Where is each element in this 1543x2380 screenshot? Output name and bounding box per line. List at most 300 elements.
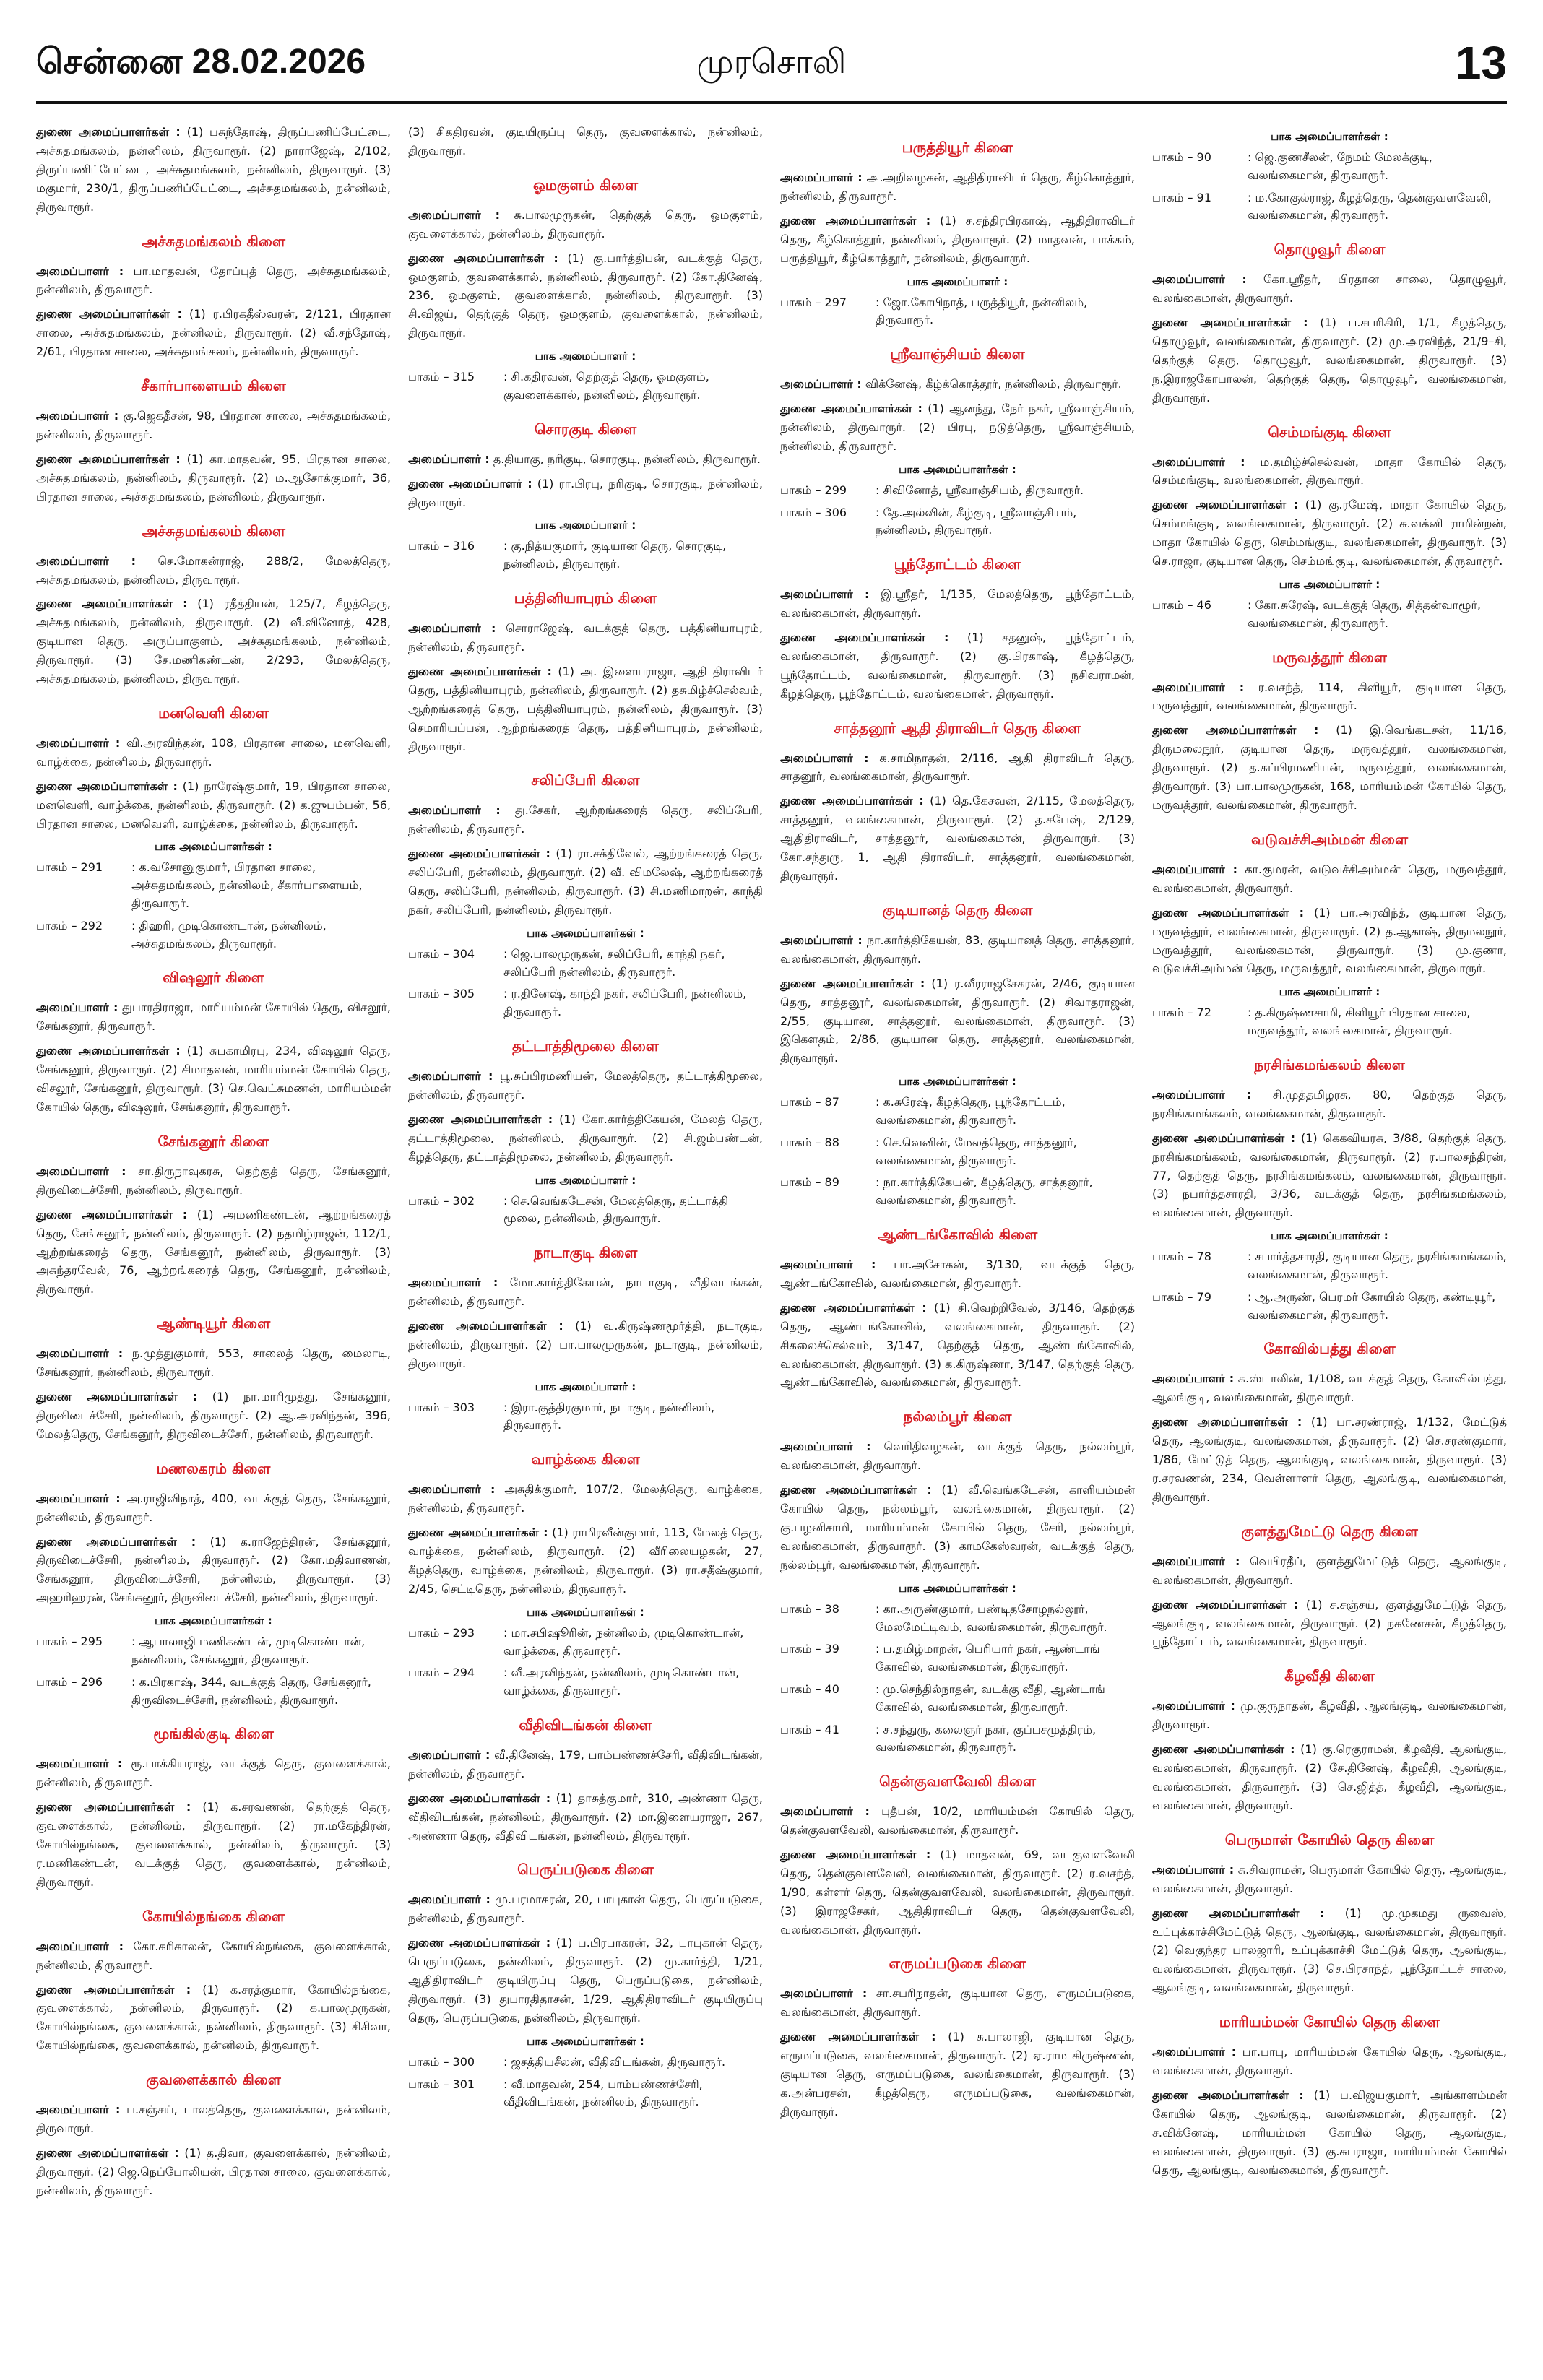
branch-title: நரசிங்கமங்கலம் கிளை — [1254, 1055, 1405, 1073]
role-label: துணை அமைப்பாளர்கள் : — [408, 251, 558, 265]
officer-entry — [780, 628, 1135, 704]
officer-details: சொராஜேஷ், வடக்குத் தெரு, பத்தினியாபுரம், நன்னிலம், திருவாரூர். — [408, 621, 763, 654]
officer-entry — [408, 1480, 763, 1518]
role-label: அமைப்பாளர் : — [780, 170, 863, 184]
officer-entry — [36, 1754, 391, 1792]
officer-entry — [36, 407, 391, 444]
booth-organizer: : ஜோ.கோபிநாத், பருத்தியூர், நன்னிலம், திருவாரூர். — [876, 295, 1088, 327]
role-label: துணை அமைப்பாளர்கள் : — [36, 1044, 181, 1058]
booth-number: பாகம் – 46 — [1152, 597, 1211, 612]
officer-details: சி.முத்தமிழரசு, 80, தெற்குத் தெரு, நரசிங்கமங்கலம், வலங்கைமான், திருவாரூர். — [1152, 1087, 1507, 1120]
booth-row — [1152, 1289, 1507, 1325]
officer-entry — [408, 1273, 763, 1311]
role-label: துணை அமைப்பாளர்கள் : — [36, 1800, 191, 1814]
officer-details: ந.முத்துகுமார், 553, சாலைத் தெரு, மைலாடி, சேங்கனூர், நன்னிலம், திருவாரூர். — [36, 1346, 391, 1380]
branch-section — [408, 176, 763, 404]
role-label: அமைப்பாளர் : — [1152, 2045, 1237, 2059]
officer-details: இ.ஸ்ரீதர், 1/135, மேலத்தெரு, பூந்தோட்டம், வலங்கைமான், திருவாரூர். — [780, 587, 1135, 620]
officer-details: (1) க.ராஜேந்திரன், சேங்கனூர், திருவிடைச்சேரி, நன்னிலம், திருவாரூர். (2) கோ.மதிவாணன், சேங்கனூர், திருவிடைச்சேரி, நன்னிலம், திருவாரூர். (3) அஹரிஹரன், சேங்கனூர், திருவிடைச்சேரி, நன்னிலம், திருவாரூர். — [36, 1534, 391, 1605]
branch-section — [1152, 1056, 1507, 1325]
booth-organizer: : ஜசத்தியசீலன், வீதிவிடங்கன், திருவாரூர். — [503, 2054, 726, 2069]
officer-details: பூ.சுப்பிரமணியன், மேலத்தெரு, தட்டாத்திமூலை, நன்னிலம், திருவாரூர். — [408, 1069, 763, 1102]
branch-title: சேங்கனூர் கிளை — [157, 1132, 269, 1150]
role-label: அமைப்பாளர் : — [1152, 272, 1247, 287]
officer-details: சு.பாலமுருகன், தெற்குத் தெரு, ஓமகுளம், குவளைக்கால், நன்னிலம், திருவாரூர். — [408, 207, 763, 241]
officer-details: (1) வ.கிருஷ்ணமூர்த்தி, நடாகுடி, நன்னிலம், திருவாரூர். (2) பா.பாலமுருகன், நடாகுடி, நன்னிலம், திருவாரூர். — [408, 1318, 763, 1370]
branch-title: அச்சுதமங்கலம் கிளை — [142, 232, 285, 250]
branch-section — [36, 377, 391, 506]
column-2 — [408, 123, 763, 2351]
role-label: துணை அமைப்பாளர்கள் : — [780, 630, 949, 644]
role-label: துணை அமைப்பாளர்கள் : — [1152, 905, 1305, 919]
booth-row — [780, 1094, 1135, 1130]
role-label: துணை அமைப்பாளர்கள் : — [36, 1982, 191, 1996]
booth-row — [1152, 189, 1507, 225]
role-label: துணை அமைப்பாளர்கள் : — [780, 794, 924, 808]
role-label: துணை அமைப்பாளர்கள் : — [408, 1112, 553, 1126]
booth-row — [408, 537, 763, 574]
officer-details: (1) தாசுத்குமார், 310, அண்ணா தெரு, வீதிவிடங்கன், நன்னிலம், திருவாரூர். (2) மா.இளையராஜா, 267, அண்ணா தெரு, வீதிவிடங்கன், நன்னிலம், திருவாரூர். — [408, 1791, 763, 1843]
officer-details: (1) ஆனந்து, நேர் நகர், ஸ்ரீவாஞ்சியம், நன்னிலம், திருவாரூர். (2) பிரபு, நடுத்தெரு, ஸ்ரீவாஞ்சியம், நன்னிலம், திருவாரூர். — [780, 402, 1135, 453]
column-1 — [36, 123, 391, 2351]
branch-title: ஓமகுளம் கிளை — [533, 176, 638, 194]
booth-row — [36, 1674, 391, 1710]
officer-details: அசுதிக்குமார், 107/2, மேலத்தெரு, வாழ்க்கை, நன்னிலம், திருவாரூர். — [408, 1482, 763, 1515]
role-label: அமைப்பாளர் : — [1152, 680, 1245, 694]
officer-entry — [1152, 1740, 1507, 1815]
branch-section — [36, 2071, 391, 2200]
branch-title: கோவில்பத்து கிளை — [1263, 1340, 1396, 1358]
officer-details: சு.சிவராமன், பெருமாள் கோயில் தெரு, ஆலங்குடி, வலங்கைமான், திருவாரூர். — [1152, 1862, 1507, 1895]
officer-entry — [1152, 1596, 1507, 1652]
role-label: துணை அமைப்பாளர்கள் : — [780, 1847, 931, 1861]
officer-entry — [780, 749, 1135, 787]
officer-details: (1) ப.சபரிகிரி, 1/1, கீழத்தெரு, தொழுவூர், வலங்கைமான், திருவாரூர். (2) மு.அரவிந்த், 21/9–சி, தெற்குத் தெரு, தொழுவூர், வலங்கைமான், திருவாரூர். (3) ந.இராஜகோபாலன், தெற்குத் தெரு, தொழுவூர், வலங்கைமான், திருவாரூர். — [1152, 316, 1507, 404]
officer-details: (1) ச.சஞ்சய், குளத்துமேட்டுத் தெரு, ஆலங்குடி, வலங்கைமான், திருவாரூர். (2) நகணேசன், கீழத்தெரு, பூந்தோட்டம், வலங்கைமான், திருவாரூர். — [1152, 1597, 1507, 1649]
branch-section — [36, 1315, 391, 1444]
role-label: அமைப்பாளர் : — [36, 553, 137, 568]
officer-entry — [1152, 1552, 1507, 1590]
role-label: அமைப்பாளர் : — [1152, 454, 1245, 469]
branch-title: ஸ்ரீவாஞ்சியம் கிளை — [890, 345, 1025, 363]
booth-organizers-heading: பாக அமைப்பாளர்கள் : — [527, 1605, 644, 1619]
booth-row — [780, 482, 1135, 500]
booth-row — [408, 1624, 763, 1661]
booth-number: பாகம் – 293 — [408, 1625, 475, 1640]
officer-entry — [1152, 1086, 1507, 1123]
officer-details: (1) கு.ரெகுராமன், கீழவீதி, ஆலங்குடி, வலங்கைமான், திருவாரூர். (2) சே.தினேஷ், கீழவீதி, ஆலங்குடி, வலங்கைமான், திருவாரூர். (3) செ.ஜித்த், கீழவீதி, ஆலங்குடி, வலங்கைமான், திருவாரூர். — [1152, 1742, 1507, 1812]
officer-entry — [1152, 1129, 1507, 1223]
booth-organizers-heading: பாக அமைப்பாளர்கள் : — [527, 2034, 644, 2048]
booth-row — [408, 1664, 763, 1700]
officer-entry — [36, 998, 391, 1036]
officer-entry — [780, 1984, 1135, 2022]
booth-row — [1152, 1248, 1507, 1284]
branch-title: அச்சுதமங்கலம் கிளை — [142, 522, 285, 540]
officer-entry — [1152, 860, 1507, 898]
officer-details: பா.மாதவன், தோப்புத் தெரு, அச்சுதமங்கலம், நன்னிலம், திருவாரூர். — [36, 264, 391, 297]
role-label: அமைப்பாளர் : — [780, 1986, 868, 2001]
edition-date: சென்னை 28.02.2026 — [36, 43, 366, 81]
officer-entry — [36, 2144, 391, 2200]
branch-section — [36, 1460, 391, 1710]
branch-section — [36, 1725, 391, 1891]
officer-entry — [36, 123, 391, 217]
officer-details: (1) ர.பிரகதீஸ்வரன், 2/121, பிரதான சாலை, அச்சுதமங்கலம், நன்னிலம், திருவாரூர். (2) வீ.சந்தோஷ், 2/61, பிரதான சாலை, அச்சுதமங்கலம், நன்னிலம், திருவாரூர். — [36, 307, 391, 359]
branch-title: ஆண்டங்கோவில் கிளை — [877, 1226, 1038, 1244]
officer-details: கு.ஜெகதீசன், 98, பிரதான சாலை, அச்சுதமங்கலம், நன்னிலம், திருவாரூர். — [36, 409, 391, 441]
booth-row — [780, 294, 1135, 330]
branch-title: ஆண்டியூர் கிளை — [156, 1315, 271, 1333]
branch-section — [1152, 1667, 1507, 1814]
branch-section — [36, 969, 391, 1116]
officer-entry — [1152, 1861, 1507, 1898]
branch-title: மனவெளி கிளை — [158, 704, 269, 722]
role-label: அமைப்பாளர் : — [780, 750, 869, 765]
booth-organizer: : கா.அருண்குமார், பண்டிதசோழநல்லூர், மேலமேட்டிவம், வலங்கைமான், திருவாரூர். — [876, 1601, 1107, 1634]
role-label: துணை அமைப்பாளர்கள் : — [36, 125, 181, 139]
booth-number: பாகம் – 91 — [1152, 190, 1211, 204]
officer-details: (1) மு.முகமது ருவைஸ், உப்புக்காச்சிமேட்டுத் தெரு, ஆலங்குடி, வலங்கைமான், திருவாரூர். (2) வெகுந்தர பாலஜாரி, உப்புக்காச்சி மேட்டுத் தெரு, ஆலங்குடி, வலங்கைமான், திருவாரூர். (3) செ.பிரசாந்த், பூந்தோட்டச் சாலை, ஆலங்குடி, வலங்கைமான், திருவாரூர். — [1152, 1905, 1507, 1995]
branch-title: வடுவச்சிஅம்மன் கிளை — [1250, 830, 1408, 848]
booth-number: பாகம் – 305 — [408, 987, 475, 1001]
branch-title: தென்குவளவேலி கிளை — [879, 1773, 1036, 1791]
officer-entry — [1152, 2043, 1507, 2080]
officer-entry — [36, 450, 391, 506]
role-label: அமைப்பாளர் : — [408, 1482, 496, 1497]
booth-row — [780, 1174, 1135, 1210]
booth-organizer: : செ.வெங்கடேசன், மேலத்தெரு, தட்டாத்தி மூலை, நன்னிலம், திருவாரூர். — [503, 1193, 729, 1226]
role-label: துணை அமைப்பாளர்கள் : — [36, 307, 183, 321]
booth-organizer: : வீ.அரவிந்தன், நன்னிலம், முடிகொண்டான், வாழ்க்கை, திருவாரூர். — [503, 1666, 740, 1698]
booth-organizer: : நா.கார்த்திகேயன், கீழத்தெரு, சாத்தனூர், வலங்கைமான், திருவாரூர். — [876, 1175, 1093, 1208]
branch-section — [1152, 1340, 1507, 1506]
branch-section — [36, 123, 391, 217]
branch-section — [780, 719, 1135, 886]
role-label: அமைப்பாளர் : — [780, 932, 863, 947]
officer-details: (1) பா.சரண்ராஜ், 1/132, மேட்டுத் தெரு, ஆலங்குடி, வலங்கைமான், திருவாரூர். (2) செ.சரண்குமார், 1/86, மேட்டுத் தெரு, ஆலங்குடி, வலங்கைமான், திருவாரூர். (3) ர.சரவணன், 234, வெள்ளாளர் தெரு, ஆலங்குடி, வலங்கைமான், திருவாரூர். — [1152, 1415, 1507, 1504]
officer-details: (1) ரா.சக்திவேல், ஆற்றங்கரைத் தெரு, சலிப்பேரி, நன்னிலம், திருவாரூர். (2) வீ. விமலேஷ், ஆற்றங்கரைத் தெரு, சலிப்பேரி, நன்னிலம், திருவாரூர். (3) சி.மணிமாறன், காந்தி நகர், சலிப்பேரி, நன்னிலம், திருவாரூர். — [408, 847, 763, 917]
role-label: துணை அமைப்பாளர்கள் : — [1152, 723, 1319, 737]
officer-entry — [36, 552, 391, 589]
branch-title: பெருமாள் கோயில் தெரு கிளை — [1224, 1830, 1435, 1848]
officer-details: பா.பாபு, மாரியம்மன் கோயில் தெரு, ஆலங்குடி, வலங்கைமான், திருவாரூர். — [1152, 2045, 1507, 2078]
officer-details: (1) இ.வெங்கடசன், 11/16, திருமலைநூர், குடியான தெரு, மருவத்தூர், வலங்கைமான், திருவாரூர். (2) த.சுப்பிரமணியன், மருவத்தூர், வலங்கைமான், திருவாரூர். (3) பா.பாலமுருகன், 168, மாரியம்மன் கோயில் தெரு, மருவத்தூர், வலங்கைமான், திருவாரூர். — [1152, 723, 1507, 812]
branch-title: சலிப்பேரி கிளை — [531, 771, 640, 789]
officer-entry — [408, 1746, 763, 1783]
booth-number: பாகம் – 88 — [780, 1135, 839, 1149]
booth-number: பாகம் – 41 — [780, 1722, 839, 1736]
branch-title: செம்மங்குடி கிளை — [1268, 423, 1391, 441]
branch-title: பருத்தியூர் கிளை — [902, 139, 1013, 156]
officer-details: அ.அறிவழகன், ஆதிதிராவிடர் தெரு, கீழ்கொத்தூர், நன்னிலம், திருவாரூர். — [780, 170, 1135, 203]
officer-details: கா.குமரன், வடுவச்சிஅம்மன் தெரு, மருவத்தூர், வலங்கைமான், திருவாரூர். — [1152, 862, 1507, 895]
officer-entry — [36, 1981, 391, 2056]
branch-title: நல்லம்பூர் கிளை — [903, 1408, 1012, 1426]
role-label: துணை அமைப்பாளர்கள் : — [408, 1318, 563, 1333]
officer-entry — [408, 450, 763, 469]
role-label: அமைப்பாளர் : — [408, 803, 501, 818]
booth-organizers-heading: பாக அமைப்பாளர்கள் : — [899, 1075, 1016, 1089]
branch-section — [36, 233, 391, 362]
officer-entry — [408, 801, 763, 839]
officer-entry — [1152, 1904, 1507, 1998]
officer-details: (1) க.சரவணன், தெற்குத் தெரு, குவளைக்கால், நன்னிலம், திருவாரூர். (2) ரா.மகேந்திரன், கோயில்நங்கை, குவளைக்கால், நன்னிலம், திருவாரூர். (3) ர.மணிகண்டன், வடக்குத் தெரு, குவளைக்கால், நன்னிலம், திருவாரூர். — [36, 1800, 391, 1889]
booth-number: பாகம் – 306 — [780, 505, 847, 519]
branch-title: மாரியம்மன் கோயில் தெரு கிளை — [1219, 2013, 1440, 2031]
role-label: துணை அமைப்பாளர்கள் : — [36, 1390, 198, 1404]
officer-details: (1) கு.ரமேஷ், மாதா கோயில் தெரு, செம்மங்குடி, வலங்கைமான், திருவாரூர். (2) சு.வக்னி ராமின்றன், மாதா கோயில் தெரு, செம்மங்குடி, வலங்கைமான், திருவாரூர். (3) செ.ராஜா, குடியான தெரு, செம்மங்குடி, வலங்கைமான், திருவாரூர். — [1152, 498, 1507, 568]
booth-number: பாகம் – 303 — [408, 1400, 475, 1414]
booth-organizer: : ம.கோகுல்ராஜ், கீழத்தெரு, தென்குவளவேலி, வலங்கைமான், திருவாரூர். — [1248, 190, 1492, 222]
role-label: அமைப்பாளர் : — [1152, 1087, 1252, 1102]
booth-organizer: : திஹரி, முடிகொண்டான், நன்னிலம், அச்சுதமங்கலம், திருவாரூர். — [131, 918, 327, 951]
booth-number: பாகம் – 302 — [408, 1193, 475, 1208]
officer-entry — [36, 1042, 391, 1117]
officer-details: (1) பா.அரவிந்த், குடியான தெரு, மருவத்தூர், வலங்கைமான், திருவாரூர். (2) த.ஆகாஷ், திருமலநூர், மருவத்தூர், வலங்கைமான், திருவாரூர். (3) மு.குணா, வடுவச்சிஅம்மன் தெரு, மருவத்தூர், வலங்கைமான், திருவாரூர். — [1152, 905, 1507, 976]
officer-entry — [408, 1890, 763, 1928]
officer-entry — [780, 399, 1135, 456]
booth-number: பாகம் – 301 — [408, 2077, 475, 2091]
officer-entry — [780, 1255, 1135, 1293]
role-label: அமைப்பாளர் : — [36, 2103, 121, 2117]
officer-details: து.சேகர், ஆற்றங்கரைத் தெரு, சலிப்பேரி, நன்னிலம், திருவாரூர். — [408, 803, 763, 836]
role-label: துணை அமைப்பாளர்கள் : — [408, 1526, 548, 1540]
officer-entry — [36, 1162, 391, 1200]
booth-number: பாகம் – 89 — [780, 1175, 839, 1190]
role-label: அமைப்பாளர் : — [36, 1164, 126, 1178]
officer-details: (1) ராமிரவீன்குமார், 113, மேலத் தெரு, வாழ்க்கை, நன்னிலம், திருவாரூர். (2) வீரிலையழகன், 27, கீழத்தெரு, வாழ்க்கை, நன்னிலம், திருவாரூர். (3) ரா.சதீஷ்குமார், 2/45, செட்டிதெரு, நன்னிலம், திருவாரூர். — [408, 1526, 763, 1596]
branch-title: தொழுவூர் கிளை — [1274, 241, 1386, 259]
role-label: துணை அமைப்பாளர்கள் : — [36, 2145, 179, 2160]
officer-entry — [780, 375, 1135, 394]
role-label: அமைப்பாளர் : — [408, 1276, 498, 1290]
officer-entry — [1152, 1697, 1507, 1734]
officer-entry — [780, 212, 1135, 268]
branch-section — [1152, 241, 1507, 407]
officer-details: (1) மாதவன், 69, வடகுவளவேலி தெரு, தென்குவளவேலி, வலங்கைமான், திருவாரூர். (2) ர.வசந்த், 1/90, கள்ளர் தெரு, தென்குவளவேலி, வலங்கைமான், திருவாரூர். (3) இராஜசேகர், ஆதிதிராவிடர் தெரு, தென்குவளவேலி, வலங்கைமான், திருவாரூர். — [780, 1847, 1135, 1937]
role-label: அமைப்பாளர் : — [780, 587, 870, 602]
officer-entry — [408, 1067, 763, 1104]
booth-number: பாகம் – 315 — [408, 370, 475, 384]
role-label: துணை அமைப்பாளர்கள் : — [1152, 1597, 1299, 1611]
booth-organizers-heading: பாக அமைப்பாளர்கள் : — [1271, 1229, 1388, 1243]
booth-row — [1152, 149, 1507, 185]
role-label: துணை அமைப்பாளர்கள் : — [780, 1300, 927, 1315]
officer-entry — [780, 974, 1135, 1068]
booth-organizer: : மா.சபிஷூரின், நன்னிலம், முடிகொண்டான், வாழ்க்கை, திருவாரூர். — [503, 1625, 744, 1658]
booth-organizer: : செ.வெனின், மேலத்தெரு, சாத்தனூர், வலங்கைமான், திருவாரூர். — [876, 1135, 1077, 1167]
officer-details: (1) க.சரத்குமார், கோயில்நங்கை, குவளைக்கால், நன்னிலம், திருவாரூர். (2) க.பாலமுருகன், கோயில்நங்கை, குவளைக்கால், நன்னிலம், திருவாரூர். (3) சிசிவா, கோயில்நங்கை, குவளைக்கால், நன்னிலம், திருவாரூர். — [36, 1982, 391, 2053]
article-columns — [36, 123, 1507, 2351]
officer-entry — [408, 475, 763, 512]
role-label: துணை அமைப்பாளர்கள் : — [1152, 1130, 1296, 1145]
branch-section — [1152, 1831, 1507, 1997]
booth-organizer: : ஆபாலாஜி மணிகண்டன், முடிகொண்டான், நன்னிலம், சேங்கனூர், திருவாரூர். — [131, 1635, 366, 1666]
booth-number: பாகம் – 72 — [1152, 1005, 1211, 1020]
branch-section — [36, 1908, 391, 2055]
officer-details: (1) ப.விஜயகுமார், அங்காளம்மன் கோயில் தெரு, ஆலங்குடி, வலங்கைமான், திருவாரூர். (2) ச.விக்னேஷ், மாரியம்மன் கோயில் தெரு, ஆலங்குடி, வலங்கைமான், திருவாரூர். (3) கு.சுபராஜா, மாரியம்மன் கோயில் தெரு, ஆலங்குடி, வலங்கைமான், திருவாரூர். — [1152, 2087, 1507, 2177]
branch-section — [36, 1133, 391, 1299]
officer-entry — [36, 1388, 391, 1444]
booth-number: பாகம் – 90 — [1152, 150, 1211, 164]
branch-section — [408, 1450, 763, 1700]
branch-title: மணலகரம் கிளை — [156, 1459, 271, 1477]
officer-entry — [408, 844, 763, 919]
officer-details: (1) ரதீத்தியன், 125/7, கீழத்தெரு, அச்சுதமங்கலம், நன்னிலம், திருவாரூர். (2) வீ.வினோத், 428, குடியான தெரு, அருப்பாகுளம், அச்சுதமங்கலம், நன்னிலம், திருவாரூர். (3) சே.மணிகண்டன், 2/293, மேலத்தெரு, அச்சுதமங்கலம், நன்னிலம், திருவாரூர். — [36, 597, 391, 686]
officer-details: (1) ப.பிரபாகரன், 32, பாபுகான் தெரு, பெருப்படுகை, நன்னிலம், திருவாரூர். (2) மு.கார்த்தி, 1/21, ஆதிதிராவிடர் குடியிருப்பு தெரு, பெருப்படுகை, நன்னிலம், திருவாரூர். (3) துபாரதிதாசன், 1/29, ஆதிதிராவிடர் குடியிருப்பு தெரு, பெருப்படுகை, நன்னிலம், திருவாரூர். — [408, 1936, 763, 2025]
branch-section — [408, 1037, 763, 1228]
branch-title: சொரகுடி கிளை — [534, 420, 637, 438]
officer-details: (1) கா.மாதவன், 95, பிரதான சாலை, அச்சுதமங்கலம், நன்னிலம், திருவாரூர். (2) ம.ஆசோக்குமார், 36, பிரதான சாலை, அச்சுதமங்கலம், நன்னிலம், திருவாரூர். — [36, 451, 391, 503]
officer-details: கோ.கரிகாலன், கோயில்நங்கை, குவளைக்கால், நன்னிலம், திருவாரூர். — [36, 1939, 391, 1972]
officer-details: (1) நா.மாரிமுத்து, சேங்கனூர், திருவிடைச்சேரி, நன்னிலம், திருவாரூர். (2) ஆ.அரவிந்தன், 396, மேலத்தெரு, சேங்கனூர், திருவிடைச்சேரி, நன்னிலம், திருவாரூர். — [36, 1390, 391, 1441]
officer-entry — [780, 931, 1135, 969]
branch-section — [408, 589, 763, 756]
booth-organizer: : ஜெ.குணசீலன், நேமம் மேலக்குடி, வலங்கைமான், திருவாரூர். — [1248, 150, 1432, 182]
role-label: துணை அமைப்பாளர் : — [408, 476, 532, 490]
booth-organizer: : க.வசோனுகுமார், பிரதான சாலை, அச்சுதமங்கலம், நன்னிலம், சீகார்பாளையம், திருவாரூர். — [131, 860, 363, 911]
officer-details: வி.அரவிந்தன், 108, பிரதான சாலை, மனவெளி, வாழ்க்கை, நன்னிலம், திருவாரூர். — [36, 735, 391, 769]
role-label: அமைப்பாளர் : — [36, 735, 121, 750]
branch-section — [408, 771, 763, 1021]
booth-number: பாகம் – 316 — [408, 539, 475, 553]
officer-details: (1) சுபகாமிரபு, 234, விஷலூர் தெரு, சேங்கனூர், திருவாரூர். (2) சிமாதவன், மாரியம்மன் கோயில் தெரு, விசலூர், சேங்கனூர், திருவாரூர். (3) செ.வெட்சுமணன், மாரியம்மன் கோயில் தெரு, விஷலூர், சேங்கனூர், திருவாரூர். — [36, 1044, 391, 1114]
officer-entry — [36, 1489, 391, 1527]
officer-entry — [36, 305, 391, 361]
role-label: துணை அமைப்பாளர்கள் : — [408, 1936, 551, 1950]
officer-entry — [36, 1533, 391, 1608]
booth-number: பாகம் – 79 — [1152, 1289, 1211, 1304]
officer-entry — [1152, 1413, 1507, 1507]
booth-row — [408, 2076, 763, 2112]
branch-section — [408, 123, 763, 160]
officer-entry — [36, 734, 391, 771]
officer-entry — [1152, 721, 1507, 815]
booth-row — [780, 504, 1135, 540]
officer-entry — [36, 1206, 391, 1299]
booth-organizers-heading: பாக அமைப்பாளர்கள் : — [527, 926, 644, 940]
role-label: துணை அமைப்பாளர்கள் : — [36, 779, 178, 793]
branch-section — [780, 1955, 1135, 2121]
role-label: அமைப்பாளர் : — [408, 621, 496, 636]
booth-organizer: : சபார்த்தசாரதி, குடியான தெரு, நரசிங்கமங்கலம், வலங்கைமான், திருவாரூர். — [1248, 1250, 1507, 1282]
booth-organizers-heading: பாக அமைப்பாளர் : — [907, 274, 1008, 288]
officer-entry — [1152, 453, 1507, 490]
officer-details: (1) பசுந்தோஷ், திருப்பணிப்பேட்டை, அச்சுதமங்கலம், நன்னிலம், திருவாரூர். (2) நாராஜேஷ், 2/102, திருப்பணிப்பேட்டை, அச்சுதமங்கலம், நன்னிலம், திருவாரூர். (3) மகுமார், 230/1, திருப்பணிப்பேட்டை, அச்சுதமங்கலம், நன்னிலம், திருவாரூர். — [36, 125, 391, 214]
role-label: அமைப்பாளர் : — [1152, 1372, 1235, 1386]
officer-details: (1) சதனுஷ், பூந்தோட்டம், வலங்கைமான், திருவாரூர். (2) கு.பிரகாஷ், கீழத்தெரு, பூந்தோட்டம், வலங்கைமான், திருவாரூர். (3) நசிவராமன், கீழத்தெரு, பூந்தோட்டம், வலங்கைமான், திருவாரூர். — [780, 630, 1135, 701]
branch-section — [1152, 831, 1507, 1040]
booth-row — [36, 859, 391, 912]
booth-row — [408, 985, 763, 1021]
role-label: அமைப்பாளர் : — [780, 377, 862, 391]
booth-organizer: : ப.தமிழ்மாறன், பெரியார் நகர், ஆண்டாங் கோவில், வலங்கைமான், திருவாரூர். — [876, 1642, 1100, 1674]
booth-row — [780, 1681, 1135, 1717]
page-number: 13 — [1455, 37, 1507, 89]
officer-entry — [1152, 2086, 1507, 2180]
branch-title: குடியானத் தெரு கிளை — [882, 901, 1033, 919]
officer-details: வெரிதிவழகன், வடக்குத் தெரு, நல்லம்பூர், வலங்கைமான், திருவாரூர். — [780, 1440, 1135, 1473]
branch-section — [1152, 2013, 1507, 2179]
masthead — [36, 14, 1507, 104]
role-label: துணை அமைப்பாளர்கள் : — [36, 1207, 188, 1221]
officer-entry — [36, 262, 391, 300]
officer-entry — [408, 123, 763, 160]
branch-title: தட்டாத்திமூலை கிளை — [512, 1037, 659, 1055]
booth-organizer: : க.சுரேஷ், கீழத்தெரு, பூந்தோட்டம், வலங்கைமான், திருவாரூர். — [876, 1095, 1066, 1128]
branch-title: மருவத்தூர் கிளை — [1272, 648, 1387, 666]
branch-section — [408, 420, 763, 574]
branch-title: பெருப்படுகை கிளை — [517, 1861, 654, 1879]
role-label: அமைப்பாளர் : — [408, 1069, 493, 1083]
officer-entry — [408, 1317, 763, 1373]
officer-entry — [780, 1299, 1135, 1393]
role-label: துணை அமைப்பாளர்கள் : — [408, 664, 552, 678]
branch-section — [408, 1716, 763, 1845]
officer-entry — [780, 585, 1135, 623]
role-label: அமைப்பாளர் : — [36, 1491, 121, 1505]
booth-number: பாகம் – 296 — [36, 1674, 103, 1689]
booth-number: பாகம் – 300 — [408, 2054, 475, 2069]
booth-row — [408, 945, 763, 982]
booth-number: பாகம் – 40 — [780, 1682, 839, 1696]
booth-organizers-heading: பாக அமைப்பாளர்கள் : — [899, 1581, 1016, 1595]
booth-organizer: : சிவினோத், ஸ்ரீவாஞ்சியம், திருவாரூர். — [876, 483, 1084, 497]
branch-title: மூங்கில்குடி கிளை — [153, 1725, 274, 1743]
booth-number: பாகம் – 39 — [780, 1642, 839, 1656]
branch-title: வாழ்க்கை கிளை — [531, 1450, 640, 1468]
branch-section — [780, 1773, 1135, 1939]
officer-details: த.தியாகு, நரிகுடி, சொரகுடி, நன்னிலம், திருவாரூர். — [493, 451, 761, 466]
booth-number: பாகம் – 297 — [780, 295, 847, 309]
role-label: துணை அமைப்பாளர்கள் : — [1152, 1415, 1302, 1429]
officer-details: (1) தெ.கேசவன், 2/115, மேலத்தெரு, சாத்தனூர், வலங்கைமான், திருவாரூர். (2) த.சபேஷ், 2/129, ஆதிதிராவிடர், சாத்தனூர், வலங்கைமான், திருவாரூர். (3) கோ.சந்துரு, 1, ஆதி திராவிடர், சாத்தனூர், வலங்கைமான், திருவாரூர். — [780, 794, 1135, 883]
officer-details: மோ.கார்த்திகேயன், நாடாகுடி, வீதிவடங்கன், நன்னிலம், திருவாரூர். — [408, 1276, 763, 1309]
booth-row — [408, 1193, 763, 1229]
officer-details: (1) சு.பாலாஜி, குடியான தெரு, எருமப்படுகை, வலங்கைமான், திருவாரூர். (2) ஏ.ராம கிருஷ்ணன், குடியான தெரு, எருமப்படுகை, வலங்கைமான், திருவாரூர். (3) க.அன்பரசன், கீழத்தெரு, எருமப்படுகை, வலங்கைமான், திருவாரூர். — [780, 2030, 1135, 2119]
officer-entry — [36, 594, 391, 688]
booth-row — [780, 1601, 1135, 1637]
booth-row — [408, 368, 763, 404]
role-label: துணை அமைப்பாளர்கள் : — [36, 451, 181, 466]
officer-entry — [36, 1798, 391, 1892]
booth-number: பாகம் – 292 — [36, 918, 103, 932]
officer-entry — [1152, 496, 1507, 571]
booth-organizers-heading: பாக அமைப்பாளர் : — [1279, 985, 1380, 999]
branch-section — [1152, 130, 1507, 225]
branch-title: கீழவீதி கிளை — [1284, 1667, 1375, 1685]
officer-entry — [780, 792, 1135, 886]
booth-row — [408, 2054, 763, 2072]
officer-details: (3) சிகதிரவன், குடியிருப்பு தெரு, குவளைக்கால், நன்னிலம், திருவாரூர். — [408, 125, 763, 157]
role-label: அமைப்பாளர் : — [1152, 862, 1238, 876]
officer-details: (1) அமணிகண்டன், ஆற்றங்கரைத் தெரு, சேங்கனூர், நன்னிலம், திருவாரூர். (2) நதமிழ்ராஜன், 112/1, ஆற்றங்கரைத் தெரு, சேங்கனூர், நன்னிலம், திருவாரூர். (3) அசுந்தரவேல், 76, ஆற்றங்கரைத் தெரு, சேங்கனூர், நன்னிலம், திருவாரூர். — [36, 1207, 391, 1297]
booth-organizer: : ர.தினேஷ், காந்தி நகர், சலிப்பேரி, நன்னிலம், திருவாரூர். — [503, 987, 747, 1019]
officer-details: (1) கெகவியரசு, 3/88, தெற்குத் தெரு, நரசிங்கமங்கலம், வலங்கைமான், திருவாரூர். (2) ர.பாலசந்திரன், 77, தெற்குத் தெரு, நரசிங்கமங்கலம், வலங்கைமான், திருவாரூர். (3) நபார்த்தசாரதி, 3/36, வடக்குத் தெரு, நரசிங்கமங்கலம், வலங்கைமான், திருவாரூர். — [1152, 1130, 1507, 1220]
role-label: துணை அமைப்பாளர்கள் : — [780, 976, 925, 990]
officer-entry — [780, 1802, 1135, 1840]
officer-details: அ.ராஜிவிநாத், 400, வடக்குத் தெரு, சேங்கனூர், நன்னிலம், திருவாரூர். — [36, 1491, 391, 1524]
booth-row — [780, 1640, 1135, 1676]
branch-section — [408, 1244, 763, 1435]
role-label: துணை அமைப்பாளர்கள் : — [780, 213, 931, 228]
role-label: துணை அமைப்பாளர்கள் : — [1152, 316, 1308, 329]
role-label: அமைப்பாளர் : — [36, 1757, 123, 1771]
role-label: துணை அமைப்பாளர்கள் : — [36, 1534, 196, 1549]
officer-details: ரூ.பாக்கியராஜ், வடக்குத் தெரு, குவளைக்கால், நன்னிலம், திருவாரூர். — [36, 1757, 391, 1790]
officer-details: விக்னேஷ், கீழ்க்கொத்தூர், நன்னிலம், திருவாரூர். — [865, 377, 1122, 391]
